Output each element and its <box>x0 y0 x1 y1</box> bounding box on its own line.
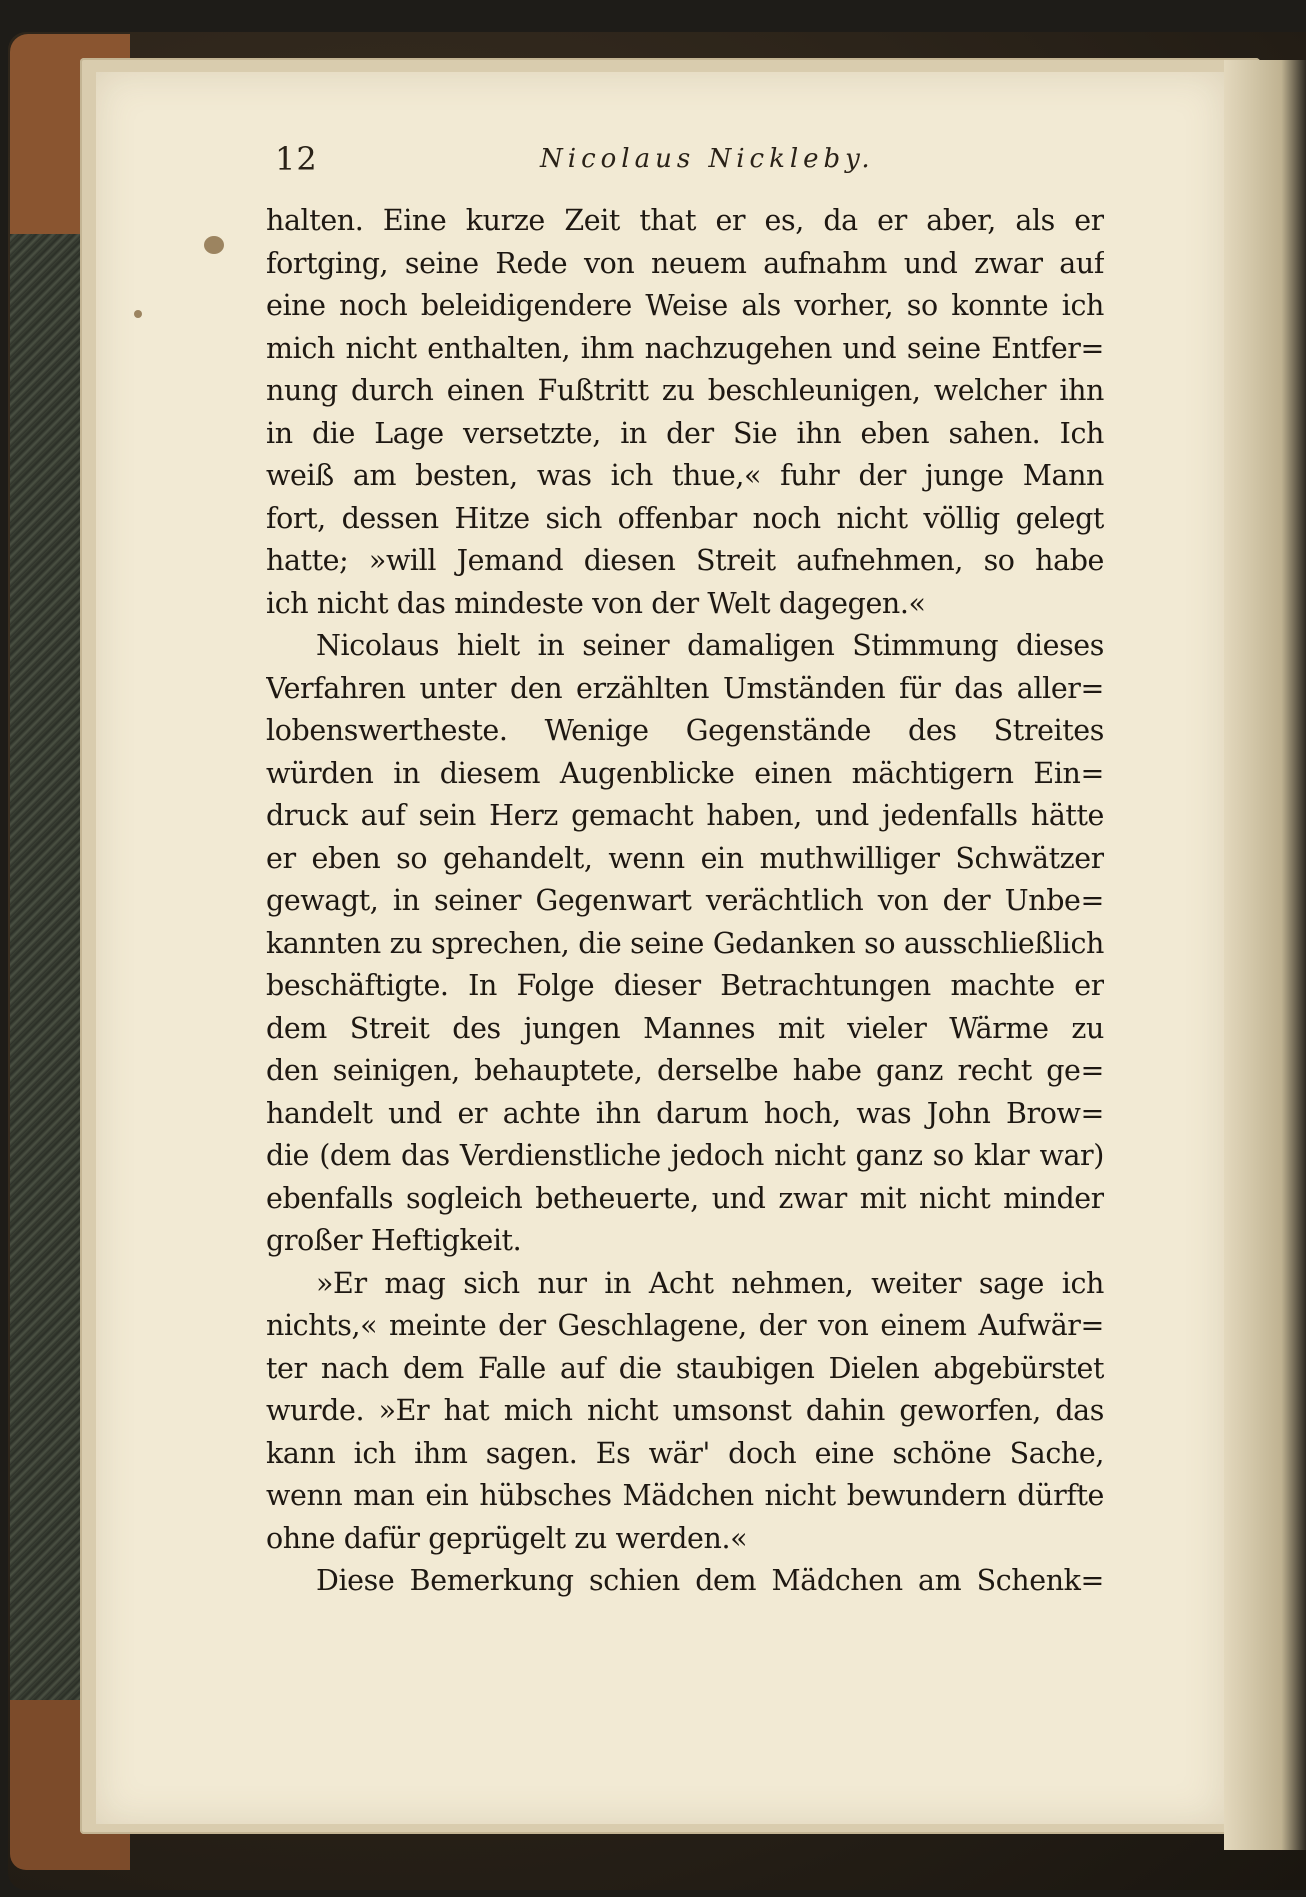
foxing-spot <box>134 310 142 318</box>
text-line: er eben so gehandelt, wenn ein muthwilliger Schwätzer <box>266 841 1104 875</box>
facing-page-edge <box>1224 60 1306 1850</box>
text-line: lobenswertheste. Wenige Gegenstände des Streites <box>266 714 1104 747</box>
text-line: großer Heftigkeit. <box>266 1224 522 1257</box>
text-line: mich nicht enthalten, ihm nachzugehen und seine Entfer= <box>266 331 1104 365</box>
text-line: halten. Eine kurze Zeit that er es, da er aber, als er <box>266 204 1104 237</box>
text-line: nichts,« meinte der Geschlagene, der von einem Aufwär= <box>266 1309 1104 1342</box>
text-line: Diese Bemerkung schien dem Mädchen am Schenk= <box>316 1564 1104 1597</box>
text-line: würden in diesem Augenblicke einen mächtigern Ein= <box>266 756 1104 790</box>
text-line: ich nicht das mindeste von der Welt dagegen.« <box>266 586 926 620</box>
text-line: kann ich ihm sagen. Es wär' doch eine schöne Sache, <box>266 1436 1104 1470</box>
text-line: fortging, seine Rede von neuem aufnahm und zwar auf <box>266 246 1104 280</box>
text-line: ebenfalls sogleich betheuerte, und zwar mit nicht minder <box>266 1181 1104 1215</box>
text-line: wurde. »Er hat mich nicht umsonst dahin geworfen, das <box>266 1394 1104 1427</box>
text-line: druck auf sein Herz gemacht haben, und jedenfalls hätte <box>266 799 1104 832</box>
text-line: dem Streit des jungen Mannes mit vieler Wärme zu <box>266 1011 1104 1045</box>
page-number: 12 <box>275 140 318 178</box>
text-line: Nicolaus hielt in seiner damaligen Stimmung dieses <box>316 629 1104 662</box>
text-line: beschäftigte. In Folge dieser Betrachtungen machte er <box>266 969 1104 1002</box>
text-line: »Er mag sich nur in Acht nehmen, weiter sage ich <box>316 1266 1104 1300</box>
text-line: weiß am besten, was ich thue,« fuhr der junge Mann <box>266 459 1104 492</box>
text-line: eine noch beleidigendere Weise als vorher, so konnte ich <box>266 289 1104 322</box>
text-line: nung durch einen Fußtritt zu beschleunigen, welcher ihn <box>266 374 1104 407</box>
text-line: in die Lage versetzte, in der Sie ihn eben sahen. Ich <box>266 416 1104 450</box>
text-line: die (dem das Verdienstliche jedoch nicht ganz so klar war) <box>266 1139 1104 1172</box>
text-line: Verfahren unter den erzählten Umständen für das aller= <box>266 671 1104 705</box>
text-line: handelt und er achte ihn darum hoch, was John Brow= <box>266 1096 1104 1130</box>
body-text <box>266 200 1104 1603</box>
text-line: ter nach dem Falle auf die staubigen Dielen abgebürstet <box>266 1351 1104 1385</box>
text-line: den seinigen, behauptete, derselbe habe ganz recht ge= <box>266 1054 1104 1087</box>
text-line: gewagt, in seiner Gegenwart verächtlich von der Unbe= <box>266 884 1104 917</box>
text-line: kannten zu sprechen, die seine Gedanken so ausschließlich <box>266 926 1104 960</box>
running-title: Nicolaus Nickleby. <box>540 144 875 174</box>
text-line: hatte; »will Jemand diesen Streit aufnehmen, so habe <box>266 544 1104 577</box>
text-line: ohne dafür geprügelt zu werden.« <box>266 1521 748 1555</box>
text-line: wenn man ein hübsches Mädchen nicht bewundern dürfte <box>266 1479 1104 1512</box>
foxing-spot <box>204 236 224 254</box>
text-line: fort, dessen Hitze sich offenbar noch nicht völlig gelegt <box>266 501 1104 535</box>
